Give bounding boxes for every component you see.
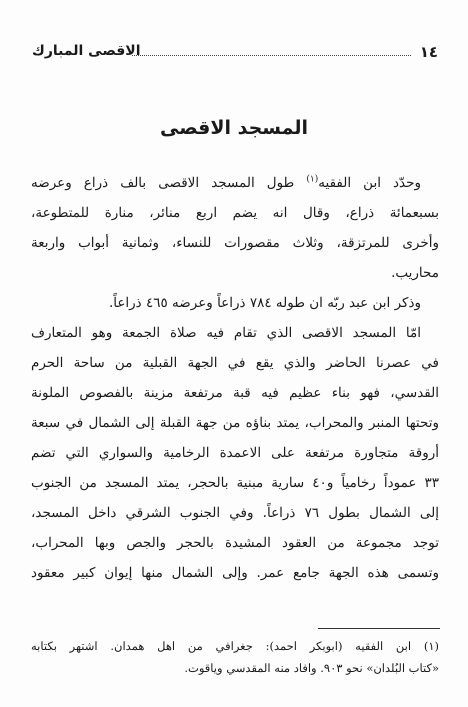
page-number: ١٤ xyxy=(419,43,438,61)
text-line: وذكر ابن عبد ربّه ان طوله ٧٨٤ ذراعاً وعرضه ٤٦٥ ذراعاً. xyxy=(108,295,421,311)
footnote-separator xyxy=(318,628,440,629)
section-heading: المسجد الاقصى xyxy=(159,117,309,139)
text-line: في عصرنا الحاضر والذي يقع في الجهة القبلية من ساحة الحرم xyxy=(31,355,439,371)
header-dotted-rule xyxy=(132,55,411,56)
footnote-line: (١) ابن الفقيه (ابوبكر احمد): جغرافي من اهل همدان. اشتهر بكتابه xyxy=(31,639,439,653)
text-line: وتحتها المنبر والمحراب، يمتد بناؤه من جهة القبلة إلى الشمال في سبعة xyxy=(31,415,439,431)
running-title: الاقصى المبارك xyxy=(32,43,141,59)
footnote-reference[interactable]: (١) xyxy=(306,174,319,185)
text-line: بسبعمائة ذراع، وقال انه يضم اربع منائر، منارة للمتطوعة، xyxy=(31,205,439,221)
text-line: توجد مجموعة من العقود المشيدة بالحجر والجص وبها المحراب، xyxy=(31,535,439,551)
running-head xyxy=(32,43,438,65)
text-line: امّا المسجد الاقصى الذي تقام فيه صلاة الجمعة وهو المتعارف xyxy=(31,325,421,341)
text-line: القدسي، فهو بناء عظيم فيه قبة مرتفعة مزينة بالفصوص الملونة xyxy=(31,385,439,401)
text-line: وتسمى هذه الجهة جامع عمر. وإلى الشمال منها إيوان كبير معقود xyxy=(31,565,439,581)
text-line: محاريب. xyxy=(391,265,439,281)
footnote-line: «كتاب البُلدان» نحو ٩٠٣. وافاد منه المقدسي وياقوت. xyxy=(184,661,439,675)
text-line: وأخرى للمرتزقة، وثلاث مقصورات للنساء، وثمانية أبواب واربعة xyxy=(31,235,439,251)
text-line: وحدّد ابن الفقيه$^{(١)}$ طول المسجد الاقصى بالف ذراع وعرضه xyxy=(31,174,421,191)
text-line: أروقة متجاورة مرتفعة على الاعمدة الرخامية والسواري التي تضم xyxy=(31,445,439,461)
text-line: إلى الشمال بطول ٧٦ ذراعاً. وفي الجنوب الشرقي داخل المسجد، xyxy=(31,505,439,521)
text-line: ٣٣ عموداً رخامياً و٤٠ سارية مبنية بالحجر، يمتد المسجد من الجنوب xyxy=(31,475,439,491)
